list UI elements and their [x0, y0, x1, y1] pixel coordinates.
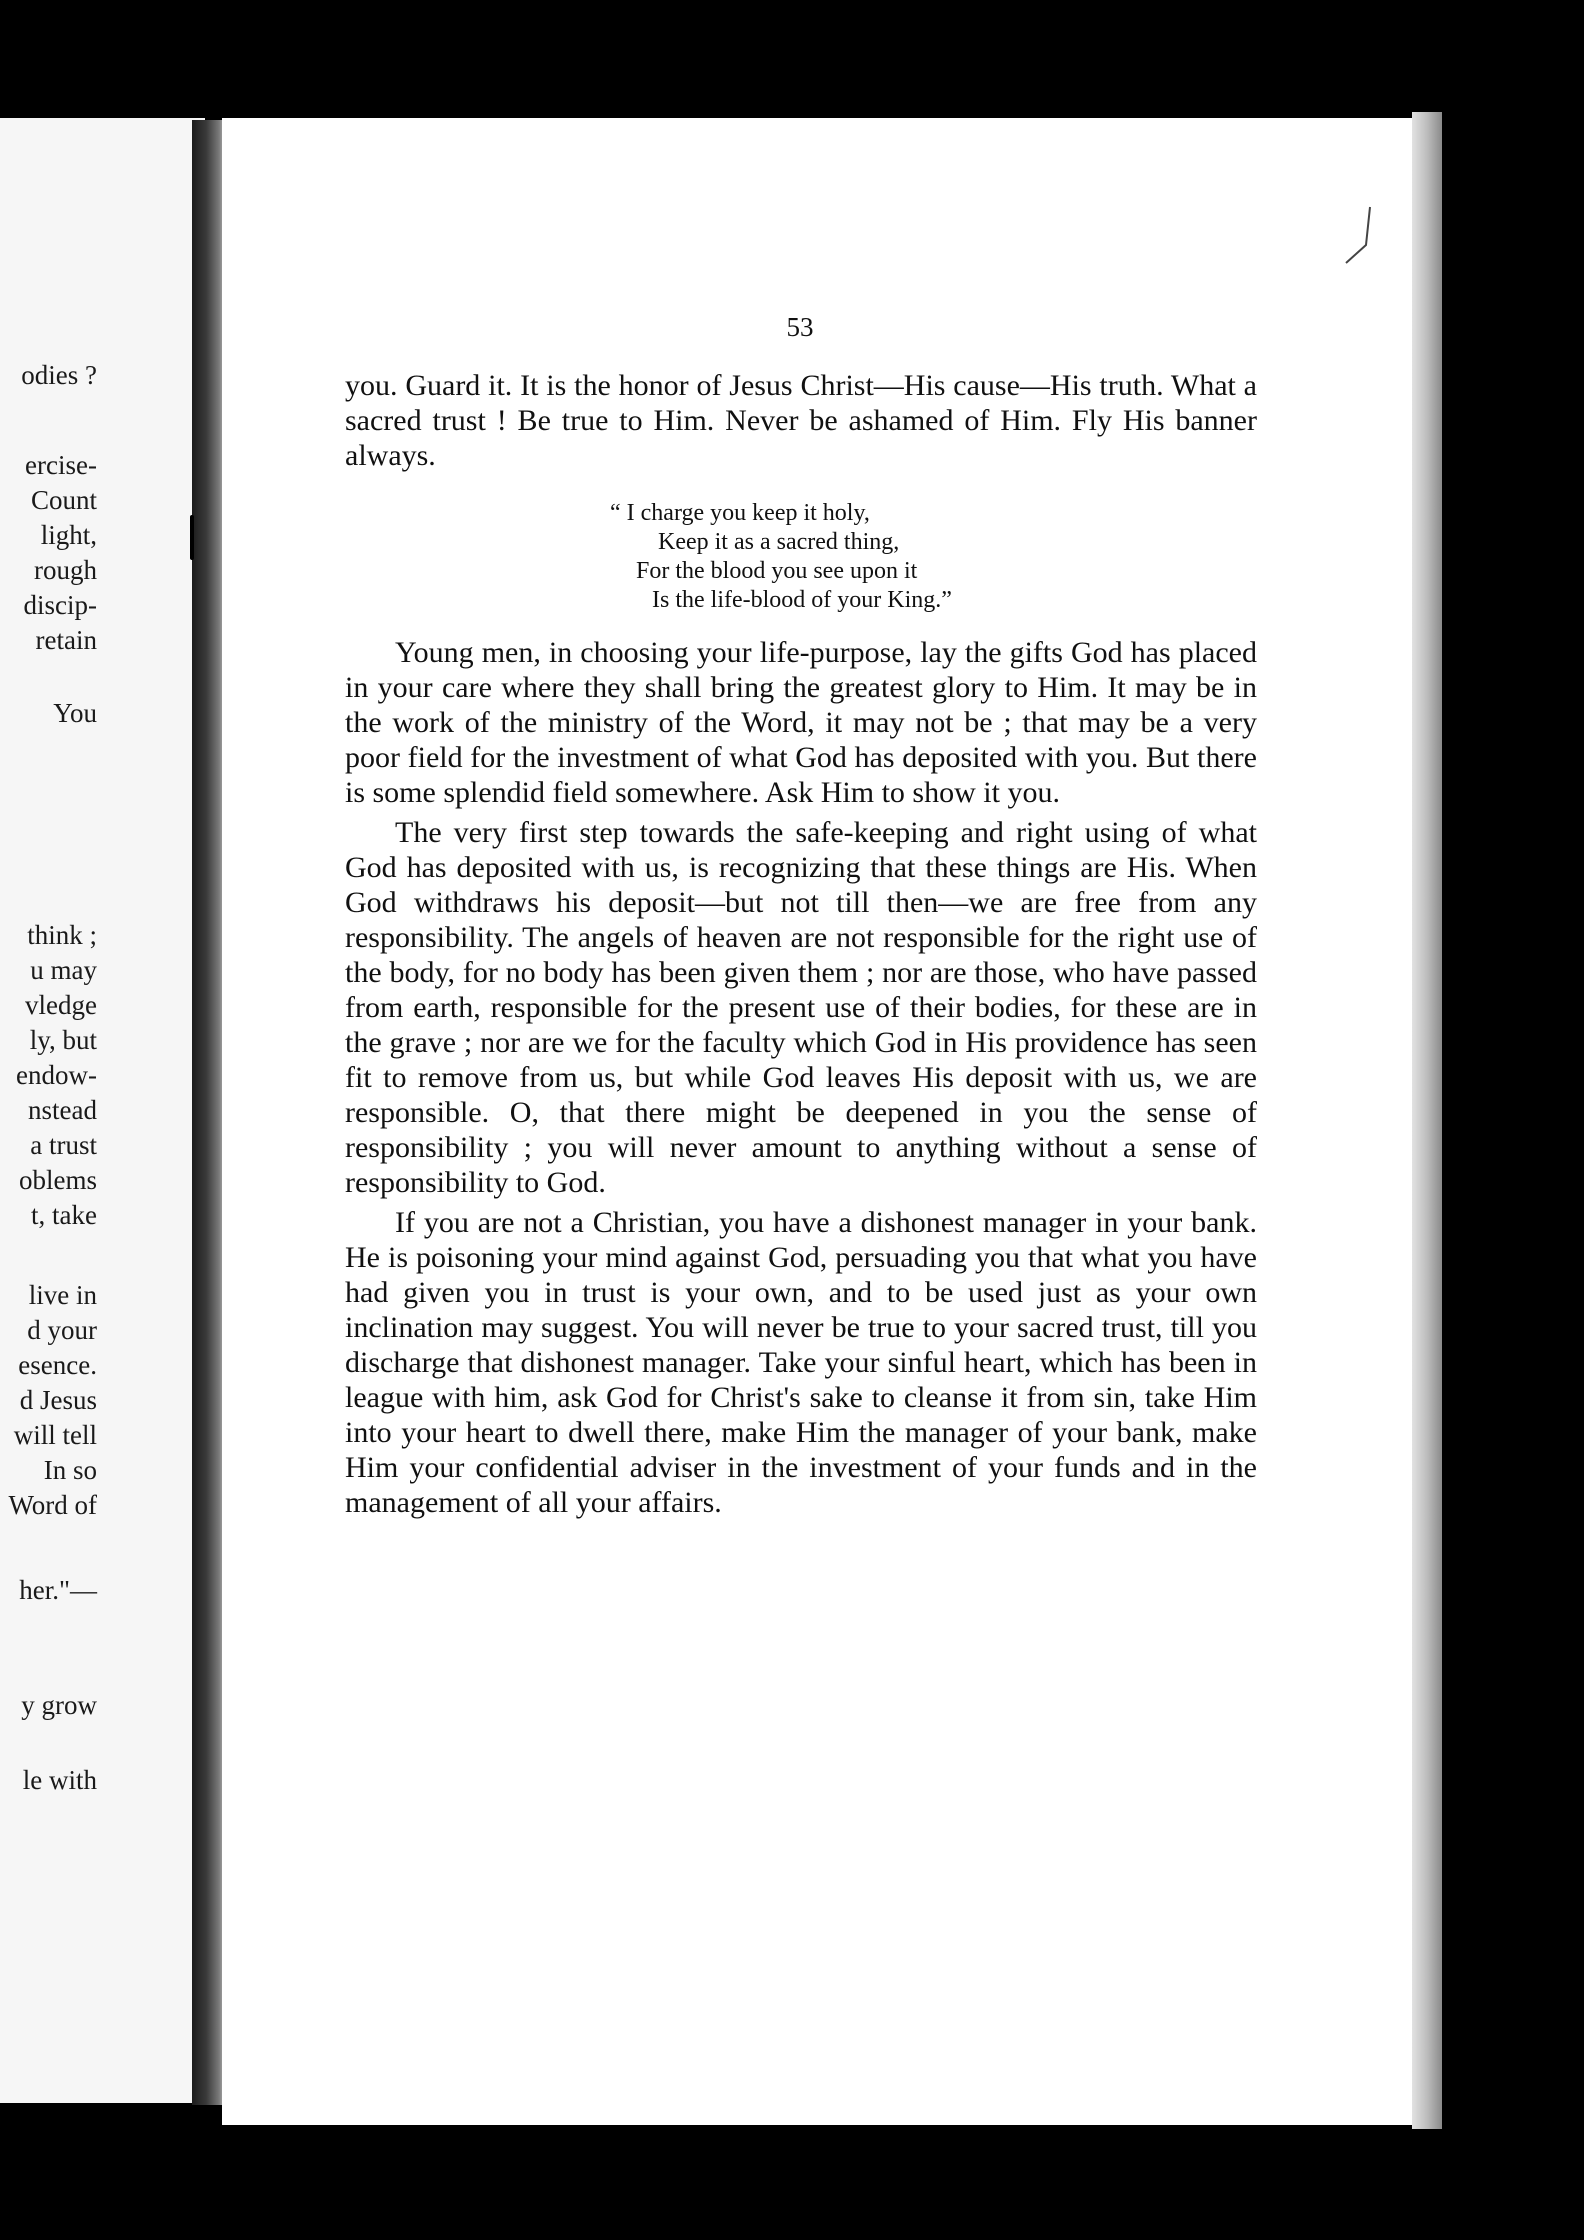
- left-page-fragment: vledge: [25, 990, 97, 1020]
- left-page-fragment: nstead: [28, 1095, 97, 1125]
- left-page-fragment: d your: [27, 1315, 97, 1345]
- page-edge: [1412, 112, 1442, 2129]
- page-body: [345, 368, 1257, 1520]
- poem-line: For the blood you see upon it: [636, 558, 918, 584]
- left-page-fragment: In so: [43, 1455, 97, 1485]
- left-page-fragment: Word of: [8, 1490, 97, 1520]
- poem-quote: [610, 499, 1257, 615]
- left-page-fragment: u may: [30, 955, 97, 985]
- paragraph: The very first step towards the safe-keeping and right using of what God has deposited with us, is recognizing that these things are His. When God withdraws his deposit—but not till then—we are free from any responsibility. The angels of heaven are not responsible for the right use of the body, for no body has been given them ; nor are those, who have passed from earth, responsible for the present use of their bodies, for these are in the grave ; nor are we for the faculty which God in His providence has seen fit to remove from us, but while God leaves His deposit with us, we are responsible. O, that there might be deepened in you the sense of responsibility ; you will never amount to anything without a sense of responsibility to God.: [345, 816, 1257, 1199]
- left-page-fragment: le with: [22, 1765, 97, 1795]
- left-page-fragment: d Jesus: [19, 1385, 97, 1415]
- left-page-fragment: her."—: [19, 1575, 97, 1605]
- left-page-fragment: t, take: [31, 1200, 97, 1230]
- paragraph: Young men, in choosing your life-purpose, lay the gifts God has placed in your care where they shall bring the greatest glory to Him. It may be in the work of the ministry of the Word, it may not be ; that may be a very poor field for the investment of what God has deposited with you. But there is some splendid field somewhere. Ask Him to show it you.: [345, 636, 1257, 809]
- paragraph: you. Guard it. It is the honor of Jesus Christ—His cause—His truth. What a sacred trust ! Be true to Him. Never be ashamed of Him. Fly His banner always.: [345, 369, 1257, 472]
- left-page-fragment: y grow: [21, 1690, 97, 1720]
- gutter-mark: [190, 515, 194, 560]
- page-number: 53: [786, 312, 814, 342]
- poem-line: Is the life-blood of your King.”: [652, 587, 952, 613]
- previous-page-edge: [0, 118, 205, 2103]
- left-page-fragment: rough: [34, 555, 97, 585]
- left-page-fragment: think ;: [27, 920, 97, 950]
- left-page-fragment: a trust: [30, 1130, 97, 1160]
- pencil-mark: [1340, 205, 1380, 265]
- left-page-fragment: will tell: [13, 1420, 97, 1450]
- left-page-fragment: retain: [35, 625, 97, 655]
- poem-line: “ I charge you keep it holy,: [610, 500, 870, 526]
- left-page-fragment: esence.: [18, 1350, 97, 1380]
- left-page-fragment: discip-: [23, 590, 97, 620]
- left-page-fragment: light,: [40, 520, 97, 550]
- left-page-fragment: You: [53, 698, 97, 728]
- left-page-fragment: live in: [28, 1280, 97, 1310]
- poem-line: Keep it as a sacred thing,: [658, 529, 900, 555]
- left-page-fragment: Count: [30, 485, 97, 515]
- left-page-fragment: endow-: [16, 1060, 97, 1090]
- left-page-fragment: oblems: [19, 1165, 97, 1195]
- paragraph: If you are not a Christian, you have a dishonest manager in your bank. He is poisoning your mind against God, persuading you that what you have had given you in trust is your own, and to be used just as your own inclination may suggest. You will never be true to your sacred trust, till you discharge that dishonest manager. Take your sinful heart, which has been in league with him, ask God for Christ's sake to cleanse it from sin, take Him into your heart to dwell there, make Him the manager of your bank, make Him your confidential adviser in the investment of your funds and in the management of all your affairs.: [345, 1206, 1257, 1519]
- left-page-fragment: odies ?: [21, 360, 97, 390]
- left-page-fragment: ercise-: [25, 450, 97, 480]
- left-page-fragment: ly, but: [29, 1025, 97, 1055]
